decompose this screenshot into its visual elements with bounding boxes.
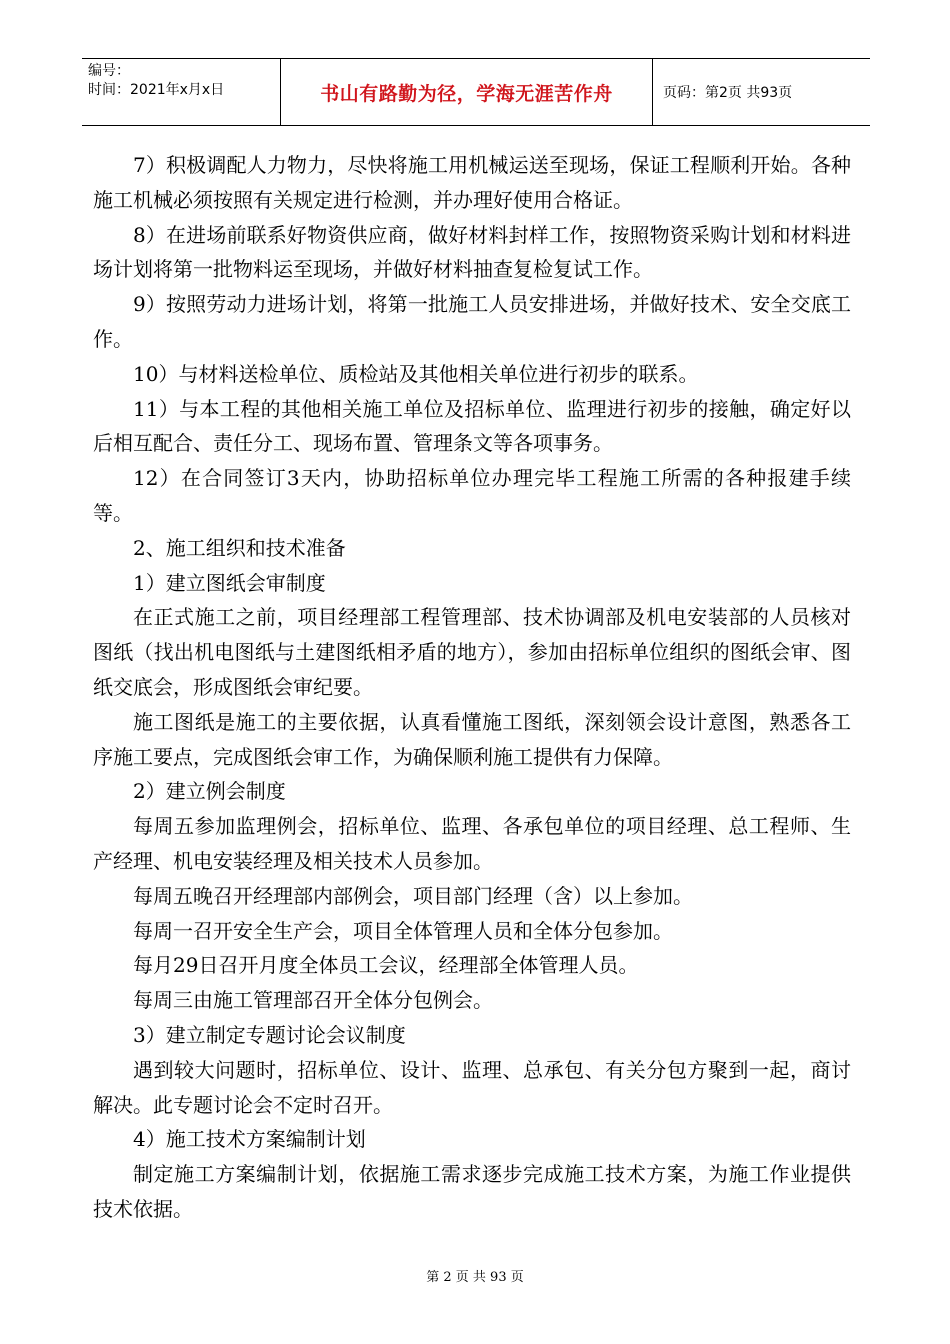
paragraph: 在正式施工之前，项目经理部工程管理部、技术协调部及机电安装部的人员核对图纸（找出机电图纸与土建图纸相矛盾的地方），参加由招标单位组织的图纸会审、图纸交底会，形成图纸会审纪要。 xyxy=(93,605,851,699)
paragraph: 10）与材料送检单位、质检站及其他相关单位进行初步的联系。 xyxy=(133,361,699,386)
paragraph: 施工图纸是施工的主要依据，认真看懂施工图纸，深刻领会设计意图，熟悉各工序施工要点，完成图纸会审工作，为确保顺利施工提供有力保障。 xyxy=(93,709,851,769)
paragraph: 7）积极调配人力物力，尽快将施工用机械运送至现场，保证工程顺利开始。各种施工机械必须按照有关规定进行检测，并办理好使用合格证。 xyxy=(93,153,851,212)
subsection-heading: 3）建立制定专题讨论会议制度 xyxy=(133,1022,406,1047)
paragraph: 每周五晚召开经理部内部例会，项目部门经理（含）以上参加。 xyxy=(133,883,693,908)
document-body xyxy=(93,148,851,1227)
subsection-heading: 1）建立图纸会审制度 xyxy=(133,570,326,595)
paragraph: 每周一召开安全生产会，项目全体管理人员和全体分包参加。 xyxy=(133,918,673,943)
subsection-heading: 2）建立例会制度 xyxy=(133,779,286,804)
header-motto: 书山有路勤为径，学海无涯苦作舟 xyxy=(281,59,653,125)
paragraph: 9）按照劳动力进场计划，将第一批施工人员安排进场，并做好技术、安全交底工作。 xyxy=(93,292,851,351)
section-heading: 2、施工组织和技术准备 xyxy=(133,535,346,560)
paragraph: 12）在合同签订3天内，协助招标单位办理完毕工程施工所需的各种报建手续等。 xyxy=(93,466,851,525)
paragraph: 8）在进场前联系好物资供应商，做好材料封样工作，按照物资采购计划和材料进场计划将第一批物料运至现场，并做好材料抽查复检复试工作。 xyxy=(93,222,851,282)
paragraph: 11）与本工程的其他相关施工单位及招标单位、监理进行初步的接触，确定好以后相互配合、责任分工、现场布置、管理条文等各项事务。 xyxy=(93,396,851,456)
header-meta xyxy=(82,59,281,125)
document-time-label: 时间：2021年x月x日 xyxy=(88,82,225,98)
paragraph: 每周五参加监理例会，招标单位、监理、各承包单位的项目经理、总工程师、生产经理、机电安装经理及相关技术人员参加。 xyxy=(93,814,851,873)
paragraph: 每周三由施工管理部召开全体分包例会。 xyxy=(133,988,493,1013)
page-footer: 第 2 页 共 93 页 xyxy=(426,1270,524,1285)
subsection-heading: 4）施工技术方案编制计划 xyxy=(133,1127,366,1152)
document-number-label: 编号： xyxy=(88,63,130,79)
page-header xyxy=(82,58,870,126)
paragraph: 遇到较大问题时，招标单位、设计、监理、总承包、有关分包方聚到一起，商讨解决。此专题讨论会不定时召开。 xyxy=(93,1057,851,1117)
paragraph: 每月29日召开月度全体员工会议，经理部全体管理人员。 xyxy=(133,953,639,978)
paragraph: 制定施工方案编制计划，依据施工需求逐步完成施工技术方案，为施工作业提供技术依据。 xyxy=(93,1162,851,1221)
header-page-number: 页码：第2页 共93页 xyxy=(663,85,793,101)
